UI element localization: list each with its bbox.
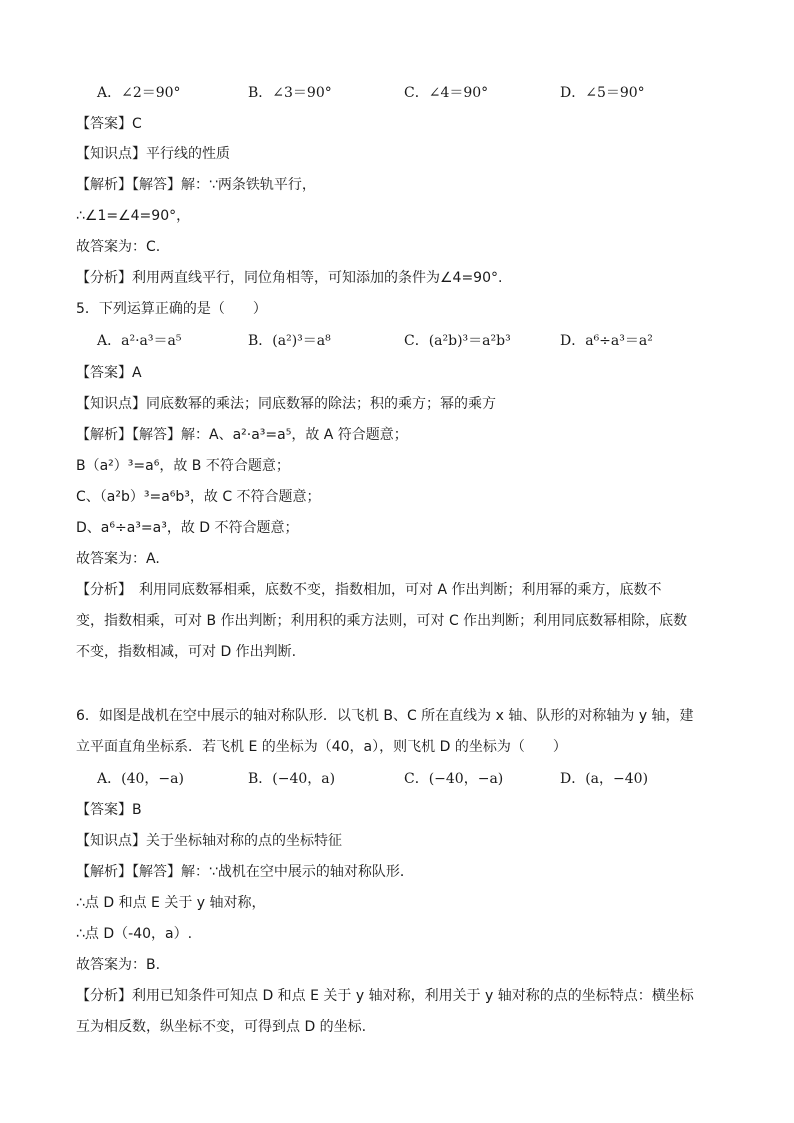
q4-analysis-line: 故答案为：C. [76, 239, 161, 255]
q4-option-a: A．∠2＝90° [97, 85, 181, 101]
fenxi-text: 利用两直线平行，同位角相等，可知添加的条件为∠4=90°. [132, 270, 503, 286]
q5-option-d: D．a⁶÷a³＝a² [560, 333, 653, 349]
q6-stem: 6．如图是战机在空中展示的轴对称队形．以飞机 B、C 所在直线为 x 轴、队形的对称轴为 y 轴，建 [76, 708, 694, 724]
q5-fenxi-line: 变，指数相乘，可对 B 作出判断；利用积的乘方法则，可对 C 作出判断；利用同底数幂相除，底数 [76, 613, 688, 629]
q4-knowledge-point [76, 145, 230, 163]
q6-option-b: B．(−40，a) [248, 771, 336, 787]
q4-option-d: D．∠5＝90° [560, 85, 645, 101]
q4-fenxi [76, 269, 502, 287]
q5-option-b: B．(a²)³＝a⁸ [248, 333, 331, 349]
analysis-label: 【解析】【解答】 [76, 427, 181, 443]
q4-answer-line [76, 115, 142, 133]
q6-analysis [76, 863, 414, 881]
fenxi-label: 【分析】 [76, 988, 132, 1004]
analysis-label: 【解析】【解答】 [76, 864, 181, 880]
q6-analysis-line: 故答案为：B. [76, 957, 161, 973]
fenxi-text: 利用已知条件可知点 D 和点 E 关于 y 轴对称，利用关于 y 轴对称的点的坐标特点：横坐标 [132, 988, 694, 1004]
kp-label: 【知识点】 [76, 396, 146, 412]
q6-option-d: D．(a，−40) [560, 771, 649, 787]
answer-label: 【答案】 [76, 116, 132, 132]
fenxi-label: 【分析】 [76, 270, 132, 286]
q5-analysis-line: C、（a²b）³=a⁶b³，故 C 不符合题意； [76, 489, 321, 505]
analysis-text: 解：∵战机在空中展示的轴对称队形． [181, 864, 414, 880]
kp-label: 【知识点】 [76, 146, 146, 162]
q4-option-b: B．∠3＝90° [248, 85, 332, 101]
analysis-text: 解：A、a²·a³=a⁵，故 A 符合题意； [181, 427, 408, 443]
q5-analysis-line: B（a²）³=a⁶，故 B 不符合题意； [76, 458, 290, 474]
q5-stem: 5．下列运算正确的是（ ） [76, 301, 267, 317]
kp-label: 【知识点】 [76, 833, 146, 849]
fenxi-label: 【分析】 [76, 582, 125, 598]
q5-option-c: C．(a²b)³＝a²b³ [404, 333, 511, 349]
kp-value: 关于坐标轴对称的点的坐标特征 [146, 833, 342, 849]
answer-value: C [132, 116, 142, 132]
q6-fenxi [76, 987, 694, 1005]
q5-analysis-line: D、a⁶÷a³=a³，故 D 不符合题意； [76, 520, 299, 536]
q5-analysis [76, 426, 408, 444]
analysis-text: 解：∵两条铁轨平行， [181, 177, 316, 193]
q4-analysis-line: ∴∠1=∠4=90°， [76, 208, 191, 224]
answer-value: B [132, 802, 142, 818]
q6-fenxi-line: 互为相反数，纵坐标不变，可得到点 D 的坐标. [76, 1019, 367, 1035]
q4-option-c: C．∠4＝90° [404, 85, 489, 101]
kp-value: 平行线的性质 [146, 146, 230, 162]
q6-stem: 立平面直角坐标系．若飞机 E 的坐标为（40，a），则飞机 D 的坐标为（ ） [76, 739, 567, 755]
answer-label: 【答案】 [76, 365, 132, 381]
q5-answer-line [76, 364, 142, 382]
q6-analysis-line: ∴点 D（-40，a）. [76, 926, 193, 942]
q4-analysis [76, 176, 316, 194]
q6-knowledge-point [76, 832, 342, 850]
q5-fenxi [76, 581, 661, 599]
q6-answer-line [76, 801, 142, 819]
q6-analysis-line: ∴点 D 和点 E 关于 y 轴对称， [76, 895, 266, 911]
q6-option-c: C．(−40，−a) [404, 771, 504, 787]
answer-value: A [132, 365, 142, 381]
q5-fenxi-line: 不变，指数相减，可对 D 作出判断. [76, 644, 297, 660]
q6-option-a: A．(40，−a) [97, 771, 184, 787]
q5-option-a: A．a²·a³＝a⁵ [97, 333, 182, 349]
analysis-label: 【解析】【解答】 [76, 177, 181, 193]
q5-knowledge-point [76, 395, 496, 413]
fenxi-text: 利用同底数幂相乘，底数不变，指数相加，可对 A 作出判断；利用幂的乘方，底数不 [125, 582, 662, 598]
answer-label: 【答案】 [76, 802, 132, 818]
q5-analysis-line: 故答案为：A. [76, 551, 160, 567]
kp-value: 同底数幂的乘法；同底数幂的除法；积的乘方；幂的乘方 [146, 396, 496, 412]
